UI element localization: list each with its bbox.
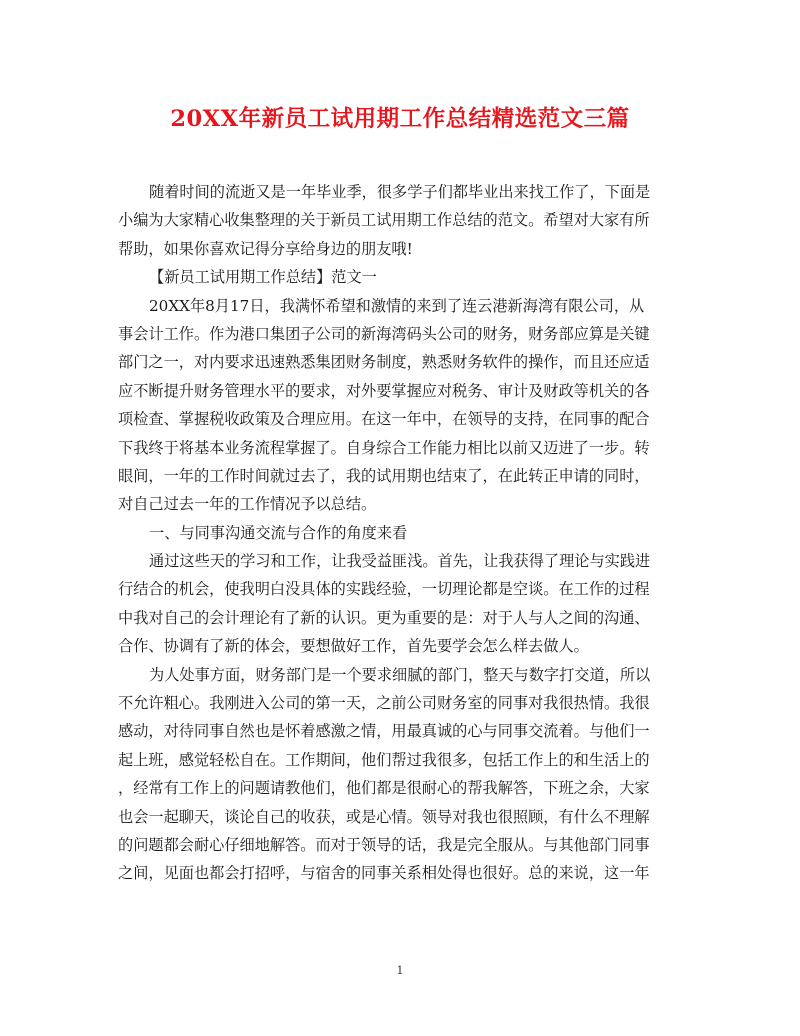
section-heading: 一、与同事沟通交流与合作的角度来看 bbox=[149, 523, 408, 542]
document-body bbox=[118, 178, 668, 888]
document-title: 20XX年新员工试用期工作总结精选范文三篇 bbox=[170, 106, 630, 132]
paragraph-line: 的问题都会耐心仔细地解答。而对于领导的话，我是完全服从。与其他部门同事 bbox=[118, 835, 650, 854]
paragraph-line: 为人处事方面，财务部门是一个要求细腻的部门，整天与数字打交道，所以 bbox=[149, 665, 651, 684]
paragraph-line: 也会一起聊天，谈论自己的收获，或是心情。领导对我也很照顾，有什么不理解 bbox=[118, 807, 650, 826]
paragraph-line: 部门之一，对内要求迅速熟悉集团财务制度，熟悉财务软件的操作，而且还应适 bbox=[118, 353, 650, 372]
section-heading: 【新员工试用期工作总结】范文一 bbox=[149, 268, 377, 287]
paragraph-line: ，经常有工作上的问题请教他们，他们都是很耐心的帮我解答，下班之余，大家 bbox=[118, 779, 650, 798]
paragraph-line: 项检查、掌握税收政策及合理应用。在这一年中，在领导的支持，在同事的配合 bbox=[118, 410, 650, 429]
paragraph-line: 通过这些天的学习和工作，让我受益匪浅。首先，让我获得了理论与实践进 bbox=[149, 552, 651, 571]
paragraph-line: 眼间，一年的工作时间就过去了，我的试用期也结束了，在此转正申请的同时， bbox=[118, 466, 650, 485]
paragraph-line: 应不断提升财务管理水平的要求，对外要掌握应对税务、审计及财政等机关的各 bbox=[118, 381, 650, 400]
paragraph-line: 感动，对待同事自然也是怀着感激之情，用最真诚的心与同事交流着。与他们一 bbox=[118, 722, 650, 741]
paragraph-line: 起上班，感觉轻松自在。工作期间，他们帮过我很多，包括工作上的和生活上的 bbox=[118, 750, 650, 769]
paragraph-line: 20XX年8月17日，我满怀希望和激情的来到了连云港新海湾有限公司，从 bbox=[149, 296, 645, 315]
paragraph-line: 小编为大家精心收集整理的关于新员工试用期工作总结的范文。希望对大家有所 bbox=[118, 211, 650, 230]
page-number: 1 bbox=[396, 964, 404, 977]
paragraph-line: 帮助，如果你喜欢记得分享给身边的朋友哦! bbox=[118, 239, 413, 258]
paragraph-line: 不允许粗心。我刚进入公司的第一天，之前公司财务室的同事对我很热情。我很 bbox=[118, 694, 650, 713]
paragraph-line: 行结合的机会，使我明白没具体的实践经验，一切理论都是空谈。在工作的过程 bbox=[118, 580, 650, 599]
paragraph-line: 对自己过去一年的工作情况予以总结。 bbox=[118, 495, 377, 514]
paragraph-line: 事会计工作。作为港口集团子公司的新海湾码头公司的财务，财务部应算是关键 bbox=[118, 324, 650, 343]
paragraph-line: 随着时间的流逝又是一年毕业季，很多学子们都毕业出来找工作了，下面是 bbox=[149, 183, 651, 201]
paragraph-line: 合作、协调有了新的体会，要想做好工作，首先要学会怎么样去做人。 bbox=[118, 637, 589, 656]
paragraph-line: 中我对自己的会计理论有了新的认识。更为重要的是：对于人与人之间的沟通、 bbox=[118, 608, 650, 627]
paragraph-line: 下我终于将基本业务流程掌握了。自身综合工作能力相比以前又迈进了一步。转 bbox=[118, 438, 650, 457]
paragraph-line: 之间，见面也都会打招呼，与宿舍的同事关系相处得也很好。总的来说，这一年 bbox=[118, 864, 650, 883]
